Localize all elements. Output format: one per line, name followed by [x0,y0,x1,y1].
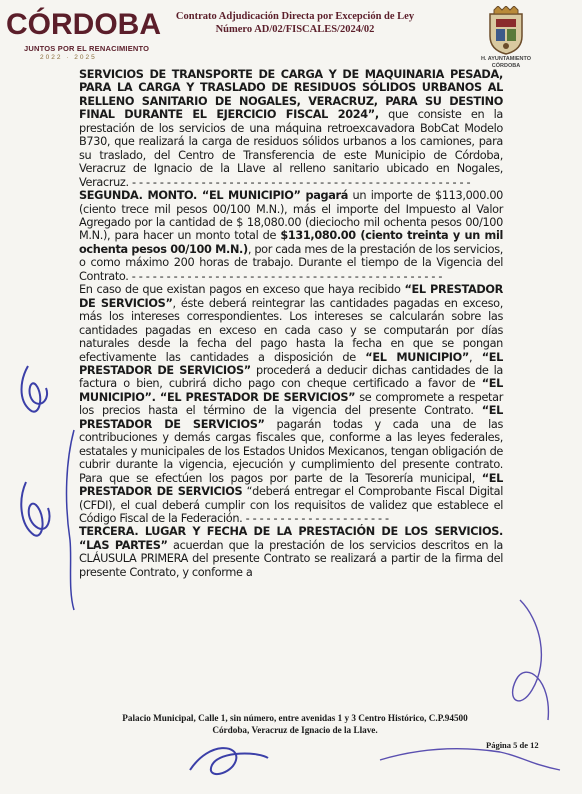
dash-fill: - - - - - - - - - - - - - - - - - - - - - - - - - - - - - - - - - - - - - - - - - - - - - [128,269,443,283]
contract-header [150,10,440,36]
clause-segunda [79,189,503,283]
seal-caption-line2: CÓRDOBA [491,63,521,69]
clause-text: acuerdan que la prestación de los servicios descritos en la CLÁUSULA PRIMERA del presente Contrato se realizará a partir de la firma del presente Contrato, y conforme a [79,538,503,579]
party-name: “EL PRESTADOR DE SERVICIOS [79,471,503,499]
party-name: “EL PRESTADOR DE SERVICIOS” [79,350,503,377]
clause-text: “deberá entregar el Comprobante Fiscal Digital (CFDI), el cual deberá cumplir con los requisitos de validez que establece el Código Fiscal de la Federación. [79,485,504,525]
right-margin-signature [513,600,549,720]
clause-heading: TERCERA. LUGAR Y FECHA DE LA PRESTACIÓN DE LOS SERVICIOS. “LAS PARTES” [79,525,503,552]
clause-text: pagarán todas y cada una de las contribuciones y demás cargas fiscales que, conforme a las leyes federales, estatales y municipales de los Estados Unidos Mexicanos, tengan obligación de cubrir durante la vigencia, ejecución y cumplimiento del presente contrato. Para que se efectúen los pagos por parte de la Tesorería municipal, [79,417,503,485]
header-contract-number: Número AD/02/FISCALES/2024/02 [215,24,375,35]
clause-text: , por cada mes de la prestación de los servicios, o como máximo 200 horas de trabajo. Durante el tiempo de la Vigencia del Contrato. [79,242,503,283]
dash-fill: - - - - - - - - - - - - - - - - - - - - - - - - - - - - - - - - - - - - - - - - - - - - - - - - - [128,175,471,189]
page-number: Página 5 de 12 [486,740,539,750]
clause-text: , éste deberá reintegrar las cantidades pagadas en exceso, más los intereses correspondientes. Los intereses se calcularán sobre las cantidades pagadas en exceso en cada caso y se computarán por días naturales desde la fecha del pago hasta la fecha en que se pongan efectivamente las cantidades a disposición de [79,296,503,364]
clause-text: procederá a deducir dichas cantidades de la factura o bien, cubrirá dicho pago con cheque certificado a favor de [79,363,503,391]
clause-heading: SEGUNDA. MONTO. “EL MUNICIPIO” pagará [79,189,349,203]
service-title: SERVICIOS DE TRANSPORTE DE CARGA Y DE MAQUINARIA PESADA, PARA LA CARGA Y TRASLADO DE RESIDUOS SÓLIDOS URBANOS AL RELLENO SANITARIO DE NOGALES, VERACRUZ, PARA SU DESTINO FINAL DURANTE EL EJERCICIO FISCAL 2024”, [79,68,503,122]
clause-text: se compromete a respetar los precios hasta el término de la vigencia del presente Contrato. [79,390,503,418]
logo-tagline: JUNTOS POR EL RENACIMIENTO [24,44,150,53]
footer-address [70,712,520,736]
clause-text: que consiste en la prestación de los servicios de una máquina retroexcavadora BobCat Modelo B730, que realizará la carga de residuos sólidos urbanos a los camiones, para su traslado, del Centro de Transferencia de este Municipio de Córdoba, Veracruz de Ignacio de la Llave al relleno sanitario ubicado en Nogales, Veracruz. [79,108,503,189]
footer-address-line1: Palacio Municipal, Calle 1, sin número, entre avenidas 1 y 3 Centro Histórico, C.P.94500 [122,713,468,723]
clause-text: un importe de $113,000.00 (ciento trece mil pesos 00/100 M.N.), más el importe del Impuesto al Valor Agregado por la cantidad de $ 18,080.00 (dieciocho mil ochenta pesos 00/100 M.N.), para hacer un monto total de [79,189,504,243]
bottom-signature-left [190,748,268,774]
footer-address-line2: Córdoba, Veracruz de Ignacio de la Llave. [212,725,378,735]
clause-primera-continuation [79,68,503,189]
header-title-line1: Contrato Adjudicación Directa por Excepción de Ley [175,11,415,22]
left-margin-signature-top [22,366,48,412]
municipal-seal-icon [484,6,528,56]
clause-text: , [468,350,482,364]
dash-fill: - - - - - - - - - - - - - - - - - - - - - [242,511,389,525]
seal-caption-line1: H. AYUNTAMIENTO [480,56,532,62]
clause-text: En caso de que existan pagos en exceso que haya recibido [79,283,405,297]
party-name: “EL MUNICIPIO” [365,350,469,364]
party-name: “EL PRESTADOR DE SERVICIOS” [79,404,503,431]
logo-wordmark: CÓRDOBA [6,8,161,41]
total-amount: $131,080.00 (ciento treinta y un mil ochenta pesos 00/100 M.N.) [79,229,503,256]
left-margin-initials [67,430,74,610]
cordoba-logo [6,8,161,70]
contract-body [79,68,503,579]
clause-tercera [79,525,503,579]
excess-payments-paragraph [79,283,503,525]
left-margin-signature-bottom [21,482,49,536]
party-name: “EL PRESTADOR DE SERVICIOS” [79,283,503,310]
logo-years: 2022 · 2025 [40,54,97,61]
bottom-signature-right [380,749,560,770]
party-name: “EL MUNICIPIO”. “EL PRESTADOR DE SERVICIOS” [79,377,503,404]
